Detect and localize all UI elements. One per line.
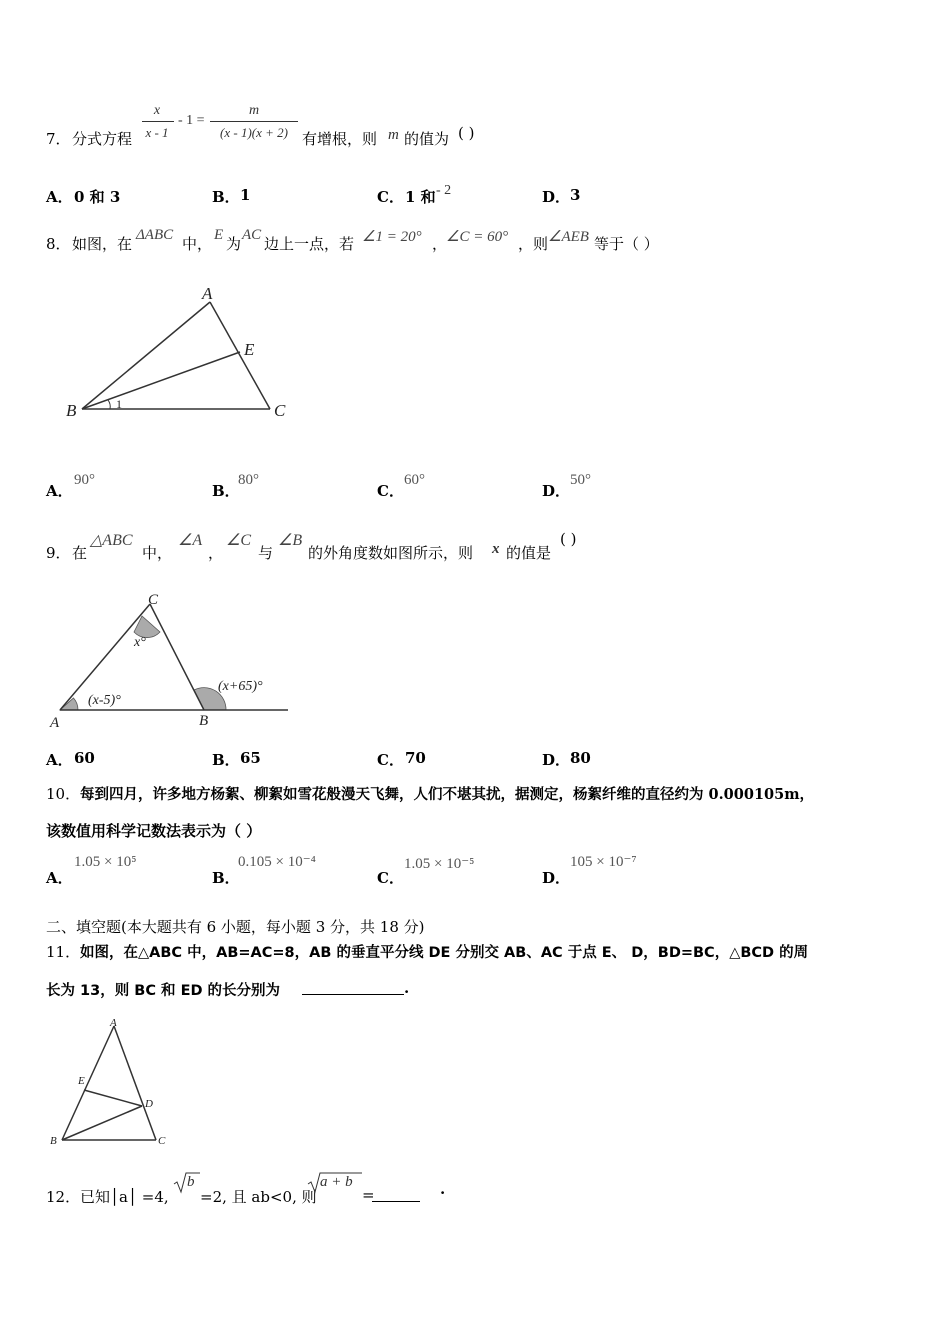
q9-figure [44,590,294,730]
q8-point-e: E [214,227,224,243]
q7-option-c-text: 1 和 [405,188,436,206]
q10-option-d-label: D． [542,869,571,887]
q7-answer-paren: ( ) [458,124,475,142]
q11-label-d: D [145,1098,153,1110]
q8-triangle: ΔABC [136,227,174,243]
q10-option-c-label: C． [377,869,404,887]
q7-frac1-line [142,121,174,122]
q8-figure [60,280,300,425]
q8-text-6: 等于（ ） [594,235,659,253]
q9-label-c: C [148,592,159,608]
q9-label-x: x° [134,635,146,650]
q7-option-a-label: A． [46,188,73,206]
q12-text-3: = [362,1186,375,1204]
q9-option-b-text: 65 [240,749,261,767]
q8-side-ab [82,302,210,409]
q8-option-c-label: C． [377,482,404,500]
q8-label-b: B [66,401,77,420]
q8-segment-be [82,352,240,409]
q11-label-b: B [50,1135,57,1147]
q11-segment-ed [84,1090,142,1106]
q8-number: 8． [46,235,71,253]
q9-option-c-text: 70 [405,749,426,767]
q7-option-c-extra: - 2 [436,183,452,198]
q7-suffix2: 的值为 [404,130,450,148]
q7-frac2-line [210,121,298,122]
q9-text-4: 的外角度数如图所示，则 [308,544,474,562]
q12-answer-blank[interactable] [372,1187,420,1202]
q12-number: 12． [46,1188,81,1206]
q11-label-e: E [78,1075,85,1087]
q11-side-ac [114,1026,156,1140]
q9-angle-b: ∠B [278,532,303,549]
q9-side-cb [150,604,204,710]
q8-label-angle1: 1 [116,397,122,411]
q11-side-ab [62,1026,114,1140]
section-2-heading: 二、填空题(本大题共有 6 小题，每小题 3 分，共 18 分) [46,918,425,936]
q8-angle-1: ∠1 = 20° [362,229,422,245]
q8-option-d-label: D． [542,482,571,500]
q11-number: 11． [46,943,81,961]
q8-option-b-label: B． [212,482,240,500]
q9-option-d-text: 80 [570,749,591,767]
q9-label-b: B [199,713,209,729]
q11-answer-blank[interactable] [302,980,404,995]
q7-frac1-denominator: x - 1 [145,125,169,140]
q9-option-c-label: C． [377,751,404,769]
q7-prefix: 分式方程 [72,130,133,148]
q11-line-1: 如图，在△ABC 中，AB=AC=8，AB 的垂直平分线 DE 分别交 AB、AC 于点 E、 D，BD=BC，△BCD 的周 [80,945,809,961]
q7-minus-one: - 1 = [178,113,205,128]
q10-option-c-text: 1.05 × 10⁻⁵ [404,856,475,872]
q7-option-d-text: 3 [570,186,581,204]
q8-angle-aeb: ∠AEB [548,229,589,245]
q10-line-2: 该数值用科学记数法表示为（ ） [46,822,262,840]
q9-separator: ， [208,544,224,562]
q9-answer-paren: ( ) [560,530,577,548]
q12-text-2: =2, 且 ab<0, 则 [200,1188,317,1206]
q9-var-x: x [492,541,500,557]
q8-text-1: 如图，在 [72,235,133,253]
q9-label-a: A [50,715,60,730]
q11-segment-bd [62,1106,142,1140]
q9-option-a-label: A． [46,751,73,769]
q8-label-e: E [244,340,255,359]
q8-option-d-text: 50° [570,472,591,488]
q8-text-4: 边上一点，若 [264,235,355,253]
q9-option-d-label: D． [542,751,571,769]
q10-option-d-text: 105 × 10⁻⁷ [570,854,637,870]
q7-frac2-numerator: m [248,103,260,118]
q9-option-b-label: B． [212,751,240,769]
q12-text-1: 已知│a│ =4, [80,1188,169,1206]
q7-option-c-label: C． [377,188,404,206]
q11-end: . [404,979,410,997]
q9-number: 9． [46,544,71,562]
q9-angle-c: ∠C [226,532,252,549]
q8-label-c: C [274,401,286,420]
q9-text-1: 在 [72,544,88,562]
q10-option-a-text: 1.05 × 10⁵ [74,854,137,870]
q7-var-m: m [388,127,399,143]
q7-option-b-text: 1 [240,186,251,204]
q8-text-2: 中， [182,235,213,253]
q8-text-3: 为 [226,235,242,253]
q12-sqrt-b: b [187,1174,195,1190]
q8-option-a-label: A． [46,482,73,500]
q12-dot: · [440,1184,446,1202]
q7-frac1-numerator: x [153,103,161,118]
q8-seg-ac: AC [242,227,262,243]
q11-label-a: A [110,1017,117,1029]
q7-frac2-denominator: (x - 1)(x + 2) [220,125,288,140]
q8-option-a-text: 90° [74,472,95,488]
q7-suffix1: 有增根，则 [302,130,378,148]
q10-option-b-label: B． [212,869,240,887]
q11-label-c: C [158,1135,166,1147]
q9-label-angle-b: (x+65)° [218,679,263,694]
q9-text-3: 与 [258,544,274,562]
q8-side-ac [210,302,270,409]
q8-angle-c: ∠C = 60° [446,229,509,245]
q10-line-1: 每到四月，许多地方杨絮、柳絮如雪花般漫天飞舞，人们不堪其扰，据测定，杨絮纤维的直径约为 0.000105m， [80,786,815,803]
q7-option-a-text: 0 和 3 [74,188,121,206]
q10-option-a-label: A． [46,869,73,887]
q8-text-5: ，则 [518,235,549,253]
q8-label-a: A [202,284,213,303]
q12-sqrt-ab: a + b [320,1174,353,1190]
q11-figure [44,1014,184,1154]
q10-option-b-text: 0.105 × 10⁻⁴ [238,854,316,870]
q10-number: 10． [46,785,81,803]
q8-option-c-text: 60° [404,472,425,488]
q9-option-a-text: 60 [74,749,95,767]
q9-text-2: 中， [142,544,173,562]
q9-text-5: 的值是 [506,544,552,562]
q7-number: 7． [46,130,71,148]
q9-triangle: △ABC [90,532,133,549]
q9-angle-a: ∠A [178,532,203,549]
q8-comma: ， [432,235,448,253]
q8-option-b-text: 80° [238,472,259,488]
q8-angle-arc [108,400,110,409]
q9-label-angle-a: (x-5)° [88,693,121,708]
q11-line-2: 长为 13，则 BC 和 ED 的长分别为 [46,983,281,999]
q7-option-b-label: B． [212,188,240,206]
q7-option-d-label: D． [542,188,571,206]
